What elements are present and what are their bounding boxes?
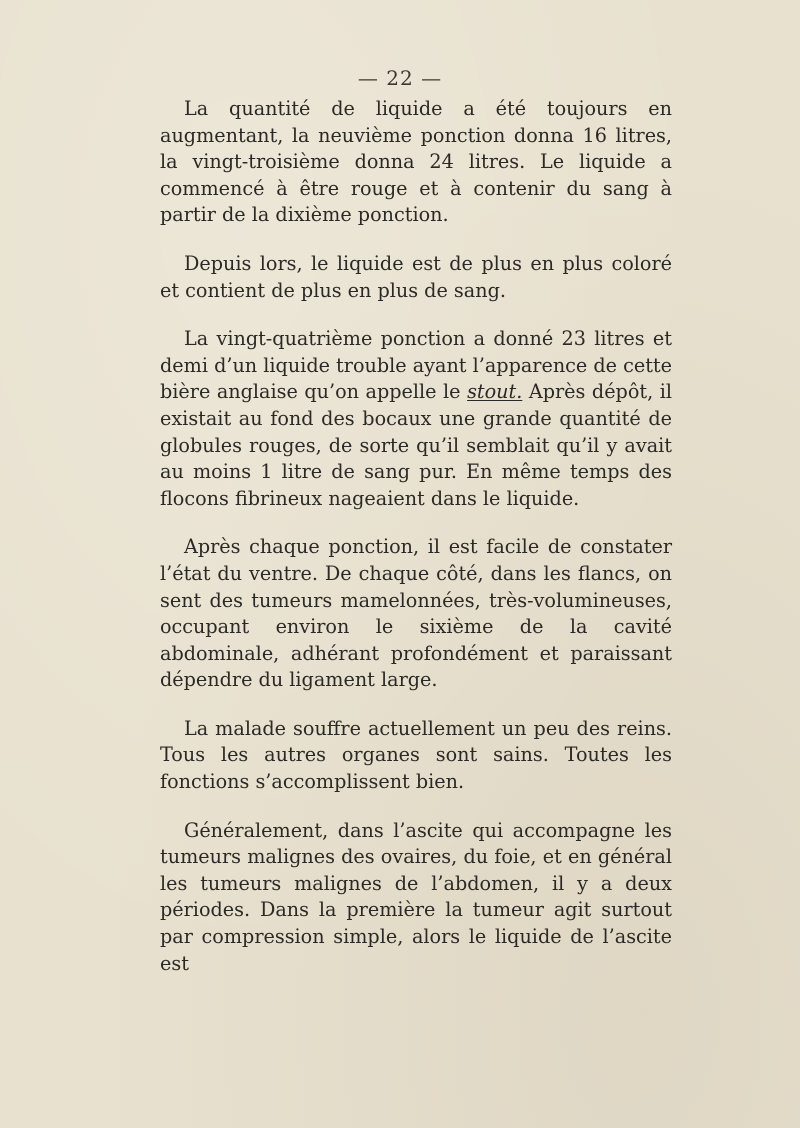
paragraph (160, 326, 672, 512)
paragraph-text: Après dépôt, il existait au fond des bocaux une grande quantité de globules rouges, de sorte qu’il semblait qu’il y avait au moins 1 litre de sang pur. En même temps des flocons fibrineux nageaient dans le liquide. (160, 380, 672, 510)
paragraph: Après chaque ponction, il est facile de constater l’état du ventre. De chaque côté, dans les flancs, on sent des tumeurs mamelonnées, très-volumineuses, occupant environ le sixième de la cavité abdominale, adhérant profondément et paraissant dépendre du ligament large. (160, 535, 672, 692)
body-text (160, 96, 672, 999)
paragraph: La malade souffre actuellement un peu des reins. Tous les autres organes sont sains. Toutes les fonctions s’accomplissent bien. (160, 716, 672, 794)
paragraph: La quantité de liquide a été toujours en augmentant, la neuvième ponction donna 16 litres, la vingt-troisième donna 24 litres. Le liquide a commencé à être rouge et à contenir du sang à partir de la dixième ponction. (160, 97, 672, 227)
emphasized-word: stout. (467, 380, 523, 404)
page-number: — 22 — (357, 66, 443, 90)
paragraph: Généralement, dans l’ascite qui accompagne les tumeurs malignes des ovaires, du foie, et en général les tumeurs malignes de l’abdomen, il y a deux périodes. Dans la première la tumeur agit surtout par compression simple, alors le liquide de l’ascite est (160, 818, 672, 975)
paragraph-text: La vingt-quatrième ponction a donné 23 litres et demi d’un liquide trouble ayant l’apparence de cette bière anglaise qu’on appelle le (160, 327, 672, 404)
paragraph: Depuis lors, le liquide est de plus en plus coloré et contient de plus en plus de sang. (160, 251, 672, 302)
